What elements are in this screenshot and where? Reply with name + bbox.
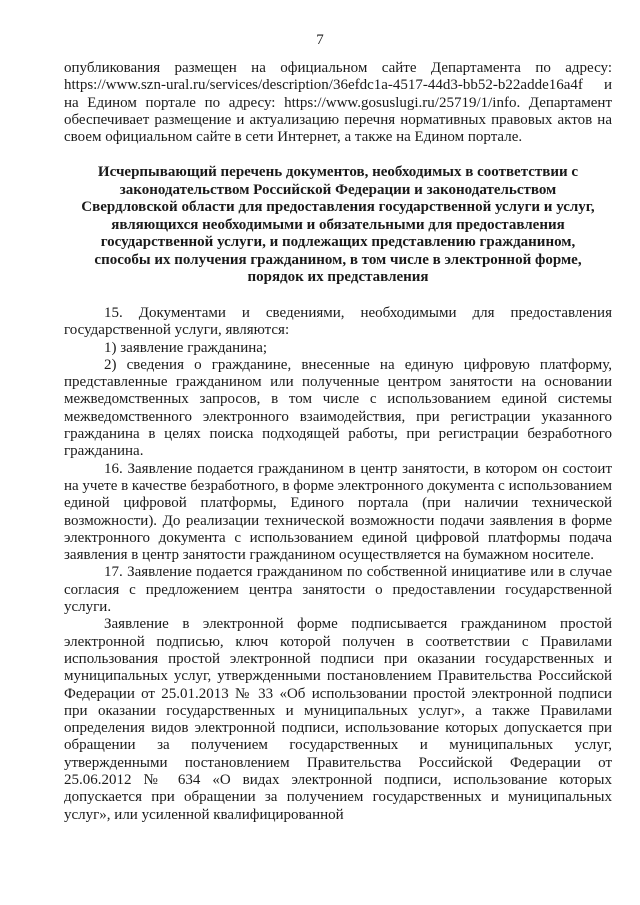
page-number: 7	[316, 32, 324, 48]
paragraph-signature: Заявление в электронной форме подписывается гражданином простой электронной подписью, ключ которой получен в соответствии с Правилами использования простой электронной подписи при оказании государственных и муниципальных услуг, утвержденными постановлением Правительства Российской Федерации от 25.01.2013 № 33 «Об использовании простой электронной подписи при оказании государственных и муниципальных услуг», а также Правилами определения видов электронной подписи, использование которых допускается при обращении за получением государственных и муниципальных услуг, утвержденными постановлением Правительства Российской Федерации от 25.06.2012 № 634 «О видах электронной подписи, использование которых допускается при обращении за получением государственных и муниципальных услуг», или усиленной квалифицированной	[64, 616, 612, 823]
paragraph-16: 16. Заявление подается гражданином в центр занятости, в котором он состоит на учете в качестве безработного, в форме электронного документа с использованием единой цифровой платформы, Единого портала (при наличии технической возможности). До реализации технической возможности подачи заявления в форме электронного документа с использованием единой цифровой платформы подача заявления в центр занятости гражданином осуществляется на бумажном носителе.	[64, 460, 613, 564]
list-item-1: 1) заявление гражданина;	[104, 339, 268, 356]
paragraph-15: 15. Документами и сведениями, необходимыми для предоставления государственной услуги, являются:	[64, 304, 612, 339]
intro-paragraph: опубликования размещен на официальном сайте Департамента по адресу: https://www.szn-ural.ru/services/description/36efdc1a-4517-44d3-bb52-b22adde16a4f и на Едином портале по адресу: https://www.gosuslugi.ru/25719/1/info. Департамент обеспечивает размещение и актуализацию перечня нормативных правовых актов на своем официальном сайте в сети Интернет, а также на Едином портале.	[64, 60, 612, 146]
section-heading: Исчерпывающий перечень документов, необходимых в соответствии с законодательством Российской Федерации и законодательством Свердловской области для предоставления государственной услуги и услуг, являющихся необходимыми и обязательными для предоставления государственной услуги, и подлежащих представлению гражданином, способы их получения гражданином, в том числе в электронной форме, порядок их представления	[81, 164, 595, 286]
paragraph-17: 17. Заявление подается гражданином по собственной инициативе или в случае согласия с предложением центра занятости о предоставлении государственной услуги.	[64, 564, 612, 616]
document-body	[64, 60, 612, 824]
list-item-2: 2) сведения о гражданине, внесенные на единую цифровую платформу, представленные гражданином или полученные центром занятости на основании межведомственных запросов, в том числе с использованием единой системы межведомственного электронного взаимодействия, при регистрации указанного гражданина в целях поиска подходящей работы, при регистрации безработного гражданина.	[64, 356, 612, 460]
